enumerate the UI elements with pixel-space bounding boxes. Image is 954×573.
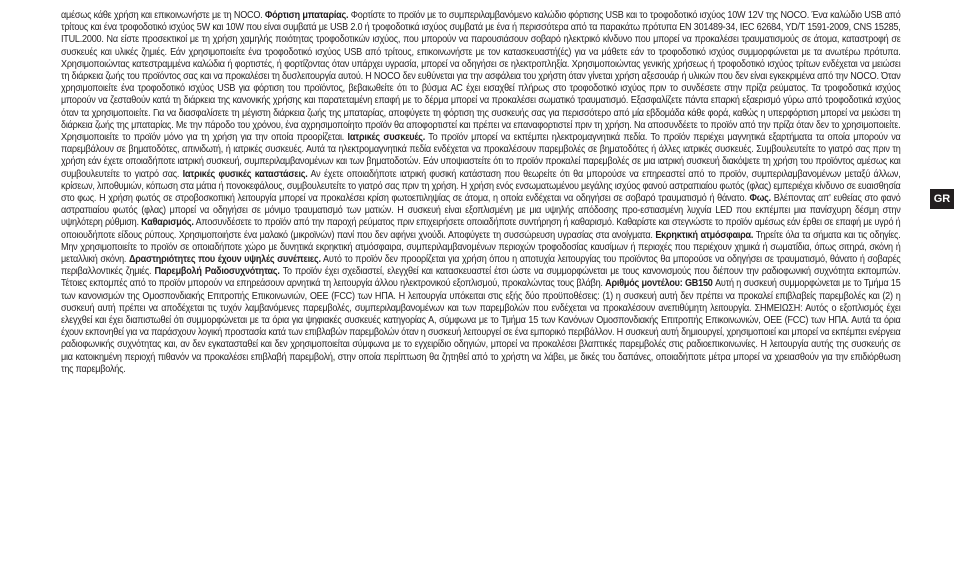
section-heading: Ιατρικές φυσικές καταστάσεις. (182, 168, 308, 180)
section-heading: Εκρηκτική ατμόσφαιρα. (655, 229, 754, 241)
body-text: Φορτίστε το προϊόν με το συμπεριλαμβανόμενο καλώδιο φόρτισης USB και το τροφοδοτικό ισχύος 10W 12V της NOCO. Ένα καλώδιο USB από τρίτους και ένα τροφοδοτικό ισχύος 5W και 10W που είναι συμβατά με USB 2.0 ή τροφοδοτικά ισχύος συμβατά με ένα ή περισσότερα από τα παρακάτω πρότυπα EN 301489-34, IEC 62684, YD/T 1591-2009, CNS 15285, ITUL.2000. Να είστε προσεκτικοί με τη χρήση χαμηλής ποιότητας τροφοδοτικών ισχύος, που μπορούν να παρουσιάσουν σοβαρό ηλεκτρικό κίνδυνο που μπορεί να προκαλέσει τραυματισμούς σε άτομα, καταστροφή σε συσκευές και υλικές ζημιές. Εάν χρησιμοποιείτε ένα τροφοδοτικό ισχύος USB από τρίτους, επικοινωνήστε με τον κατασκευαστή(ές) για να μάθετε εάν το τροφοδοτικό ισχύος συμμορφώνεται με τα ανωτέρω πρότυπα. Χρησιμοποιώντας κατεστραμμένα καλώδια ή φορτιστές, ή φορτίζοντας όταν υπάρχει υγρασία, μπορεί να οδηγήσει σε ηλεκτροπληξία. Χρησιμοποιώντας γενικής χρήσεως ή τροφοδοτικό ισχύος τρίτων ενδέχεται να μειώσει τη διάρκεια ζωής του προϊόντος σας και να προκαλέσει τη δυσλειτουργία αυτού. Η NOCO δεν ευθύνεται για την ασφάλεια του χρήστη όταν γίνεται χρήση αξεσουάρ ή υλικών που δεν είναι εγκεκριμένα από την NOCO. Όταν χρησιμοποιείτε ένα τροφοδοτικό ισχύος USB για φόρτιση του προϊόντος, βεβαιωθείτε ότι το βύσμα AC έχει εισαχθεί πλήρως στο τροφοδοτικό ισχύος πριν το συνδέσετε στην πρίζα ρεύματος. Τα τροφοδοτικά ισχύος μπορούν να ζεσταθούν κατά τη διάρκεια της κανονικής χρήσης και παρατεταμένη επαφή με το δέρμα μπορεί να προκαλέσει σωματικό τραυματισμό. Εξασφαλίζετε πάντα επαρκή εξαερισμό γύρω από τροφοδοτικά ισχύος όταν τα χρησιμοποιείτε. Για να διασφαλίσετε τη μέγιστη διάρκεια ζωής της μπαταρίας, αποφύγετε τη φόρτιση της συσκευής σας για περισσότερο από μία εβδομάδα κάθε φορά, καθώς η υπερφόρτιση μπορεί να μειώσει τη διάρκεια ζωής της μπαταρίας. Με την πάροδο του χρόνου, ένα αχρησιμοποίητο προϊόν θα αποφορτιστεί και πρέπει να επαναφορτιστεί πριν τη χρήση. Να αποσυνδέετε το προϊόν από την πρίζα όταν δεν το χρησιμοποιείτε. Χρησιμοποιείτε το προϊόν μόνο για τη χρήση για την οποία προορίζεται. (61, 10, 901, 144)
section-heading: Καθαρισμός. (141, 217, 194, 229)
body-text: Το προϊόν μπορεί να εκπέμπει ηλεκτρομαγνητικά πεδία. Το προϊόν περιέχει μαγνητικά εξαρτήματα τα οποία μπορούν να παρεμβάλουν σε βηματοδότες, απινιδωτή, ή ιατρικές συσκευές. Αυτά τα ηλεκτρομαγνητικά πεδία ενδέχεται να προκαλέσουν παρεμβολές σε βηματοδότες ή άλλες ιατρικές συσκευές. Συμβουλευτείτε το γιατρό σας πριν τη χρήση εάν έχετε οποιαδήποτε ιατρική συσκευή, συμπεριλαμβανομένων και των βηματοδοτών. Εάν υποψιαστείτε ότι το προϊόν προκαλεί παρεμβολές σε μια ιατρική συσκευή διακόψετε τη χρήση του προϊόντος αμέσως και συμβουλευτείτε το γιατρό σας. (61, 132, 901, 180)
body-text: Τηρείτε όλα τα σήματα και τις οδηγίες. Μην χρησιμοποιείτε το προϊόν σε οποιαδήποτε χώρο με δυνητικά εκρηκτική ατμόσφαιρα, συμπεριλαμβανομένων περιοχών τροφοδοσίας καυσίμων ή περιοχές που περιέχουν χημικά ή σωματίδια, όπως σιτηρά, σκόνη ή μεταλλική σκόνη. (61, 229, 901, 266)
section-heading: Φόρτιση μπαταρίας. (264, 10, 349, 21)
body-text: Αυτή η συσκευή συμμορφώνεται με το Τμήμα 15 των κανονισμών της Ομοσπονδιακής Επιτροπής Επικοινωνιών, OEE (FCC) των ΗΠΑ. Η λειτουργία υπόκειται στις εξής δύο προϋποθέσεις: (1) η συσκευή αυτή δεν πρέπει να προκαλεί επιβλαβείς παρεμβολές και (2) η συσκευή αυτή πρέπει να αποδέχεται τις τυχόν λαμβανόμενες παρεμβολές, συμπεριλαμβανομένων και των παρεμβολών που ενδέχεται να προκαλέσουν ανεπιθύμητη λειτουργία. ΣΗΜΕΙΩΣΗ: Αυτός ο εξοπλισμός έχει ελεγχθεί και έχει διαπιστωθεί ότι συμμορφώνεται με τα όρια για ψηφιακές συσκευές κατηγορίας Α, σύμφωνα με το Τμήμα 15 των Κανόνων Ομοσπονδιακής Επιτροπής Επικοινωνιών, OEE (FCC) των ΗΠΑ. Αυτά τα όρια έχουν εκπονηθεί για να παράσχουν λογική προστασία κατά των επιβλαβών παρεμβολών όταν η συσκευή λειτουργεί σε ένα εμπορικό περιβάλλον. Η συσκευή αυτή δημιουργεί, χρησιμοποιεί και μπορεί να εκπέμπει ενέργεια ραδιοφωνικής συχνότητας και, αν δεν εγκατασταθεί και δεν χρησιμοποιείται σύμφωνα με το εγχειρίδιο οδηγιών, μπορεί να προκαλέσει βλαπτικές παρεμβολές στις ραδιοεπικοινωνίες. Η λειτουργία αυτής της συσκευής σε μια κατοικημένη περιοχή πιθανόν να προκαλέσει επιβλαβή παρεμβολή, στην οποία περίπτωση θα ζητηθεί από το χρήστη να λάβει, με δικές του δαπάνες, οποιαδήποτε μέτρα μπορεί να χρειασθούν για την επιδιόρθωση της παρεμβολής. (61, 278, 901, 375)
body-text: Αν έχετε οποιαδήποτε ιατρική φυσική κατάσταση που θεωρείτε ότι θα μπορούσε να επηρεαστεί από το προϊόν, συμπεριλαμβανομένων μεταξύ άλλων, κρίσεων, λιποθυμιών, κόπωση στα μάτια ή πονοκεφάλους, συμβουλευτείτε το γιατρό σας πριν τη χρήση. Η χρήση ενός ενσωματωμένου μεγάλης ισχύος φανού αστραπιαίου φωτός (φλας) εμπεριέχει κίνδυνο σε ευαισθησία στο φως. Η χρήση φωτός σε στροβοσκοπική λειτουργία μπορεί να προκαλέσει κρίση φωτοεπιληψίας σε άτομα, η οποία ενδέχεται να οδηγήσει σε σοβαρό τραυματισμό ή θάνατο. (61, 168, 901, 205)
section-heading: Δραστηριότητες που έχουν υψηλές συνέπειες. (128, 254, 321, 266)
document-body (61, 10, 901, 376)
body-text: Το προϊόν έχει σχεδιαστεί, ελεγχθεί και κατασκευαστεί έτσι ώστε να συμμορφώνεται με τους κανονισμούς που διέπουν την ραδιοφωνική συχνότητα εκπομπών. Τέτοιες εκπομπές από το προϊόν μπορούν να επηρεάσουν αρνητικά τη λειτουργία άλλου ηλεκτρονικού εξοπλισμού, προκαλώντας τους βλάβη. (61, 266, 901, 290)
body-text: Αποσυνδέσετε το προϊόν από την παροχή ρεύματος πριν επιχειρήσετε οποιαδήποτε συντήρηση ή καθαρισμό. Καθαρίστε και στεγνώστε το προϊόν αμέσως εάν έρθει σε επαφή με υγρό ή οποιουδήποτε είδους ρύπους. Χρησιμοποιήστε ένα μαλακό (μικροϊνών) πανί που δεν αφήνει χνούδι. Αποφύγετε τη συσσώρευση υγρασίας στα ανοίγματα. (61, 217, 901, 241)
body-text: Αυτό το προϊόν δεν προορίζεται για χρήση όπου η αποτυχία λειτουργίας του προϊόντος θα μπορούσε να οδηγήσει σε τραυματισμό, θάνατο ή σοβαρές περιβαλλοντικές ζημιές. (61, 254, 901, 278)
body-text: Βλέποντας απ' ευθείας στο φανό αστραπιαίου φωτός (φλας) μπορεί να οδηγήσει σε μόνιμο τραυματισμό των ματιών. Η συσκευή είναι εξοπλισμένη με μια υψηλής απόδοσης προ-εστιασμένη λυχνία LED που εκπέμπει μια πανίσχυρη δέσμη στην υψηλότερη ρύθμιση. (61, 193, 901, 229)
section-heading: Παρεμβολή Ραδιοσυχνότητας. (154, 266, 280, 278)
body-text: αμέσως κάθε χρήση και επικοινωνήστε με τη NOCO. (61, 10, 265, 21)
section-heading: Αριθμός μοντέλου: GB150 (605, 278, 713, 290)
language-tab: GR (930, 189, 954, 209)
section-heading: Φως. (749, 193, 771, 205)
section-heading: Ιατρικές συσκευές. (347, 132, 426, 144)
